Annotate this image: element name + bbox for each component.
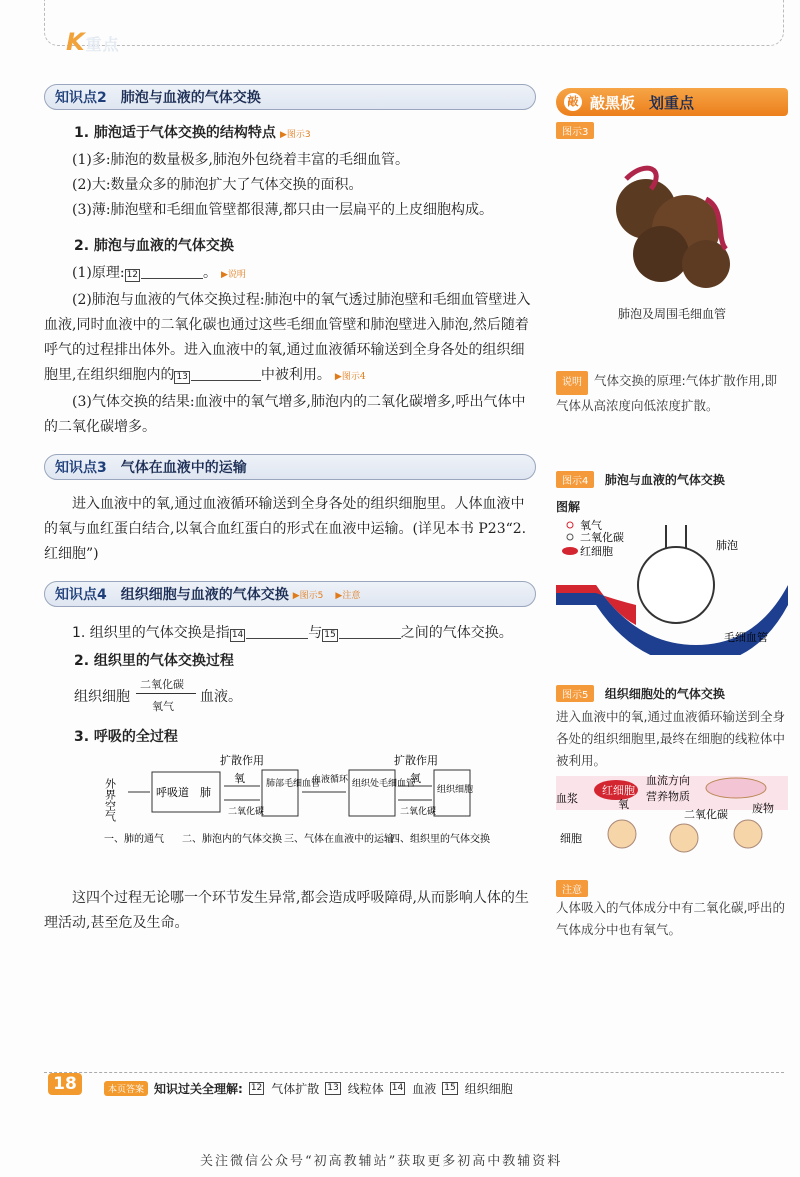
kp2-s2-p1-tag: ▶说明 (221, 270, 246, 280)
kp2-s1-p3: (3)薄:肺泡壁和毛细血管壁都很薄,都只由一层扁平的上皮细胞构成。 (72, 202, 493, 218)
respiration-flow-diagram (44, 752, 536, 872)
logo-text: 重点 (85, 35, 120, 54)
formula-right: 血液。 (200, 689, 242, 705)
alveoli-illustration (556, 139, 788, 299)
alveolus-circle (638, 547, 714, 623)
kp4-s1-b: 之间的气体交换。 (400, 625, 513, 641)
page-number: 18 (48, 1073, 82, 1095)
kp3-p1: 进入血液中的氧,通过血液循环输送到全身各处的组织细胞里。人体血液中的氧与血红蛋白结合,以氧合血红蛋白的形式在血液中运输。(详见本书 P23“2. 红细胞”) (44, 496, 527, 562)
blank-number-12: 12 (126, 270, 139, 280)
formula-top: 二氧化碳 (140, 678, 184, 691)
flow-step3: 三、气体在血液中的运输 (284, 834, 394, 845)
formula-arrow (136, 693, 196, 694)
kp2-s2-title: 2. 肺泡与血液的气体交换 (74, 238, 234, 254)
kp4-s1-mid: 与 (308, 625, 323, 641)
alveolus-3 (633, 226, 689, 282)
kp2-s1-title (74, 122, 536, 142)
fig5-blood-cell (706, 778, 766, 798)
formula-left: 组织细胞 (74, 689, 130, 705)
kp4-s1-a: 1. 组织里的气体交换是指 (72, 625, 230, 641)
flow-lung: 肺 (200, 786, 211, 799)
flow-o2: 氧 (234, 772, 245, 785)
answer-row (104, 1080, 513, 1097)
kp4-s2-formula (44, 676, 536, 716)
answer-blank-14 (246, 625, 308, 639)
fig5-title: 组织细胞处的气体交换 (604, 687, 725, 701)
kp4-title: 组织细胞与血液的气体交换 (120, 587, 289, 603)
fig3-label: 图示3 (556, 122, 594, 139)
sidebar-head-title: 敲黑板 (590, 93, 636, 112)
answer-15-num: 15 (444, 1083, 456, 1093)
kp2-s2-p1-b: 。 (203, 265, 218, 281)
alveolus-gas-exchange-figure (556, 515, 788, 655)
kp2-s2-p3: (3)气体交换的结果:血液中的氧气增多,肺泡内的二氧化碳增多,呼出气体中的二氧化碳增多。 (44, 394, 526, 435)
flow-step4: 四、组织里的气体交换 (390, 834, 490, 845)
answer-15: 组织细胞 (464, 1082, 513, 1096)
kp2-s1-p2: (2)大:数量众多的肺泡扩大了气体交换的面积。 (72, 177, 363, 193)
sidebar (556, 88, 788, 941)
answer-13-num: 13 (327, 1083, 339, 1093)
footer-note: 关注微信公众号“初高教辅站”获取更多初高中教辅资料 (200, 1154, 563, 1169)
kp4-s2-title: 2. 组织里的气体交换过程 (74, 653, 234, 669)
caution-text: 人体吸入的气体成分中有二氧化碳,呼出的气体成分中也有氧气。 (556, 900, 785, 937)
kp3-title: 气体在血液中的运输 (120, 460, 247, 476)
kp2-header (44, 84, 536, 110)
note-block (556, 370, 788, 417)
legend-o2-icon (567, 522, 573, 528)
kp2-s1-title-text: 1. 肺泡适于气体交换的结构特点 (74, 125, 276, 141)
kp4-s1 (44, 621, 536, 646)
answer-tag: 本页答案 (104, 1081, 148, 1096)
fig4-legend-rbc: 红细胞 (580, 545, 613, 558)
flow-step2: 二、肺泡内的气体交换 (182, 834, 282, 845)
fig5-cell-label: 细胞 (560, 832, 582, 845)
lung-cap-box (262, 770, 298, 816)
kp2-s2-p2-tag: ▶图示4 (334, 372, 366, 382)
kp4-tag1: ▶图示5 (292, 590, 324, 601)
kp4-header (44, 581, 536, 607)
kp2-s1-tag: ▶图示3 (279, 130, 311, 140)
flow-co2: 二氧化碳 (228, 807, 265, 817)
flow-airway: 呼吸道 (156, 786, 189, 799)
answer-13: 线粒体 (347, 1082, 384, 1096)
fig5-o2-label: 氧 (618, 798, 629, 811)
caution-block (556, 880, 788, 941)
kp3-header (44, 454, 536, 480)
fig5-flow-label: 血流方向 (646, 774, 690, 787)
fig5-waste-label: 废物 (752, 802, 774, 815)
legend-co2-icon (567, 534, 573, 540)
answer-blank-12 (141, 265, 203, 279)
kp2-s2-p2 (44, 288, 536, 390)
flow-step1: 一、肺的通气 (104, 834, 164, 845)
answer-14-num: 14 (391, 1083, 404, 1093)
fig4-legend-o2: 氧气 (580, 519, 602, 532)
kp2-s2-p1-a: (1)原理: (72, 265, 125, 281)
flow-tissue-cap: 组织处毛细血管 (352, 779, 416, 789)
fig5-plasma-label: 血浆 (556, 792, 578, 805)
flow-circulation: 血液循环 (312, 775, 349, 785)
kp2-s2-p1 (44, 261, 536, 288)
blank-number-13: 13 (176, 372, 188, 382)
fig3-caption: 肺泡及周围毛细血管 (617, 307, 726, 321)
fig4-title: 肺泡与血液的气体交换 (604, 473, 725, 487)
fig5-rbc-label: 红细胞 (602, 784, 635, 797)
flow-diffusion2: 扩散作用 (394, 754, 438, 767)
fig5-co2-label: 二氧化碳 (684, 808, 728, 821)
sidebar-head-sub: 划重点 (649, 93, 695, 112)
note-label: 说明 (556, 371, 588, 395)
fig5-nutrients-label: 营养物质 (646, 790, 690, 803)
flow-o2-b: 氧 (410, 772, 421, 785)
legend-rbc-icon (562, 547, 578, 555)
fig5-text: 进入血液中的氧,通过血液循环输送到全身各处的组织细胞里,最终在细胞的线粒体中被利用。 (556, 709, 785, 768)
top-strip (44, 0, 784, 46)
kp2-s2-p2-b: 中被利用。 (260, 367, 331, 383)
sidebar-header (556, 88, 788, 116)
cell-3 (734, 820, 762, 848)
fig3-block (556, 122, 788, 322)
answer-blank-13 (191, 367, 261, 381)
note-text: 气体交换的原理:气体扩散作用,即气体从高浓度向低浓度扩散。 (556, 373, 778, 413)
kp4-conclusion: 这四个过程无论哪一个环节发生异常,都会造成呼吸障碍,从而影响人体的生理活动,甚至危及生命。 (44, 890, 529, 931)
fig4-alveolus-label: 肺泡 (716, 539, 738, 552)
flow-lung-cap: 肺部毛细血管 (266, 779, 321, 789)
fig5-block (556, 685, 788, 866)
fig4-capillary-label: 毛细血管 (724, 631, 768, 644)
kp4-tag2: ▶注意 (335, 590, 361, 601)
answer-title: 知识过关全理解: (154, 1082, 243, 1096)
answer-blank-15 (339, 625, 401, 639)
flow-ext-air: 外界空气 (103, 778, 117, 822)
caution-label: 注意 (556, 880, 588, 897)
flow-diffusion1: 扩散作用 (220, 754, 264, 767)
tissue-gas-exchange-figure (556, 772, 788, 862)
cell-1 (608, 820, 636, 848)
kp4-s3-title: 3. 呼吸的全过程 (74, 729, 178, 745)
flow-tissue-cell: 组织细胞 (437, 785, 474, 795)
kp2-title: 肺泡与血液的气体交换 (120, 90, 261, 106)
answer-14: 血液 (412, 1082, 437, 1096)
fig4-sub: 图解 (556, 500, 581, 514)
blank-number-14: 14 (231, 630, 244, 640)
fig4-label: 图示4 (556, 471, 594, 488)
kp3-number: 知识点3 (55, 460, 107, 476)
fig5-label: 图示5 (556, 685, 594, 702)
kp4-number: 知识点4 (55, 587, 107, 603)
main-column (44, 84, 536, 936)
kp2-s2-p2-a: (2)肺泡与血液的气体交换过程:肺泡中的氧气透过肺泡壁和毛细血管壁进入血液,同时血液中的二氧化碳也通过这些毛细血管壁和肺泡壁进入肺泡,然后随着呼气的过程排出体外。进入血液中的氧,通过血液循环输送到全身各处的组织细胞里,在组织细胞内的 (44, 292, 531, 383)
formula-bottom: 氧气 (152, 700, 174, 713)
flow-co2-b: 二氧化碳 (400, 807, 437, 817)
tissue-cap-box (349, 770, 395, 816)
fig4-block (556, 471, 788, 659)
logo-k: K (66, 28, 86, 56)
answer-12-num: 12 (250, 1083, 263, 1093)
sidebar-head-icon: 敲 (564, 93, 582, 111)
blank-number-15: 15 (324, 630, 336, 640)
fig4-legend-co2: 二氧化碳 (580, 531, 624, 544)
header-logo (66, 28, 120, 56)
kp2-number: 知识点2 (55, 90, 107, 106)
kp2-s1-p1: (1)多:肺泡的数量极多,肺泡外包绕着丰富的毛细血管。 (72, 152, 409, 168)
answer-12: 气体扩散 (271, 1082, 320, 1096)
cell-2 (670, 824, 698, 852)
